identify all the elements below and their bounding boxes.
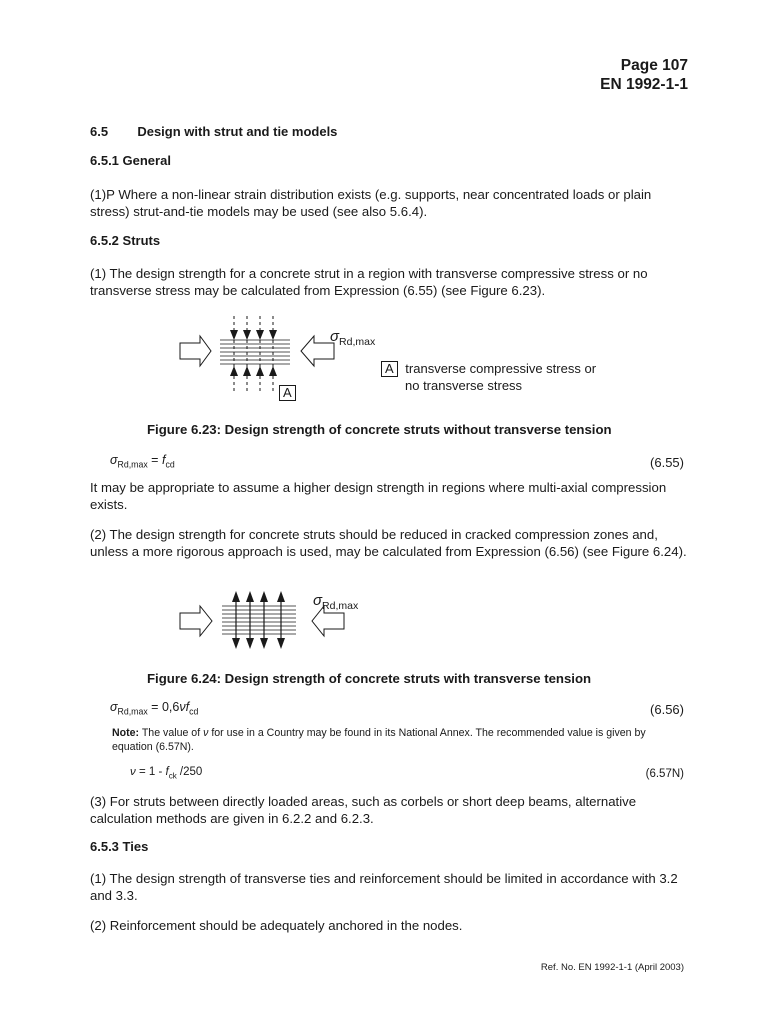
figure-6-24-caption: Figure 6.24: Design strength of concrete struts with transverse tension xyxy=(147,671,592,686)
paragraph-6-5-3-2: (2) Reinforcement should be adequately anchored in the nodes. xyxy=(90,918,463,933)
eq-fck-sub: ck xyxy=(168,771,177,781)
paragraph-6-5-2-3: (3) For struts between directly loaded areas, such as corbels or short deep beams, alternative calculation methods are given in 6.2.2 and 6.2.3. xyxy=(90,794,637,826)
page-number: Page 107 xyxy=(620,57,688,74)
sigma-label-fig-6-24 xyxy=(313,592,358,612)
sigma-symbol: σ xyxy=(330,328,340,345)
sigma-label-fig-6-23 xyxy=(330,328,375,348)
page-footer-reference: Ref. No. EN 1992-1-1 (April 2003) xyxy=(540,962,684,973)
section-heading-6-5-3: 6.5.3 Ties xyxy=(90,839,149,854)
equation-number-6-55: (6.55) xyxy=(650,455,684,470)
legend-box-a: A xyxy=(381,361,398,377)
note-text-a: The value of xyxy=(139,727,204,739)
compression-arrow-left-icon xyxy=(180,336,211,366)
equation-number-6-56: (6.56) xyxy=(650,702,684,717)
section-heading-6-5-2: 6.5.2 Struts xyxy=(90,233,161,248)
sigma-subscript: Rd,max xyxy=(339,336,376,348)
sigma-symbol-2: σ xyxy=(313,592,323,609)
transverse-stress-lines xyxy=(234,316,273,392)
eq-operator: = xyxy=(147,453,162,467)
note-text-b: for use in a Country may be found in its National Annex. The recommended value is given by equation (6.57N). xyxy=(112,727,646,753)
section-title: Design with strut and tie models xyxy=(137,124,338,139)
fig-6-23-legend xyxy=(381,360,596,394)
eq-mid: = 1 - xyxy=(135,766,166,778)
paragraph-6-5-2-1: (1) The design strength for a concrete strut in a region with transverse compressive stress or no transverse stress may be calculated from Expression (6.55) (see Figure 6.23). xyxy=(90,266,648,298)
eq-f-sub-2: cd xyxy=(189,706,199,717)
eq-coefficient: = 0,6 xyxy=(147,700,180,714)
sigma-subscript-2: Rd,max xyxy=(322,600,359,612)
eq-fck: f xyxy=(165,766,169,778)
tension-arrowheads-icon xyxy=(232,591,285,649)
transverse-arrowheads-icon xyxy=(230,330,277,376)
strut-block xyxy=(220,340,290,364)
legend-line-1: transverse compressive stress or xyxy=(405,361,597,376)
strut-block-2 xyxy=(222,606,296,634)
note-nu: ν xyxy=(203,727,209,739)
eq-tail: /250 xyxy=(176,766,203,778)
equation-number-6-57n: (6.57N) xyxy=(645,768,684,780)
tension-shafts xyxy=(236,596,281,644)
compression-arrow-left-icon-2 xyxy=(180,606,212,636)
eq-nu-2: ν xyxy=(130,766,136,778)
eq-sigma-2: σ xyxy=(110,700,118,714)
paragraph-6-5-3-1: (1) The design strength of transverse ties and reinforcement should be limited in accordance with 3.2 and 3.3. xyxy=(90,871,678,903)
section-heading-6-5-1: 6.5.1 General xyxy=(90,153,171,168)
paragraph-multi-axial: It may be appropriate to assume a higher design strength in regions where multi-axial compression exists. xyxy=(90,480,667,512)
eq-f: f xyxy=(161,453,166,467)
document-code: EN 1992-1-1 xyxy=(600,76,688,93)
fig-6-23-marker-a xyxy=(279,384,296,402)
section-heading-6-5 xyxy=(90,124,337,139)
note-label: Note: xyxy=(112,727,140,739)
eq-sigma: σ xyxy=(110,453,118,467)
eq-sigma-sub-2: Rd,max xyxy=(117,706,148,717)
note-paragraph xyxy=(112,726,688,754)
eq-f-sub: cd xyxy=(165,459,175,470)
legend-line-2: no transverse stress xyxy=(405,378,523,393)
eq-nu: ν xyxy=(179,700,186,714)
equation-6-55 xyxy=(110,453,175,470)
eq-f-2: f xyxy=(185,700,190,714)
eq-sigma-sub: Rd,max xyxy=(117,459,148,470)
equation-6-57n xyxy=(130,766,202,780)
box-label-a: A xyxy=(279,385,296,401)
paragraph-6-5-1-1p: (1)P Where a non-linear strain distribution exists (e.g. supports, near concentrated loads or plain stress) strut-and-tie models may be used (see also 5.6.4). xyxy=(90,187,652,219)
figure-6-23-caption: Figure 6.23: Design strength of concrete struts without transverse tension xyxy=(147,422,612,437)
paragraph-6-5-2-2: (2) The design strength for concrete struts should be reduced in cracked compression zones and, unless a more rigorous approach is used, may be calculated from Expression (6.56) (see Figure 6.24). xyxy=(90,527,687,559)
section-number: 6.5 xyxy=(90,124,109,139)
equation-6-56 xyxy=(110,700,198,717)
